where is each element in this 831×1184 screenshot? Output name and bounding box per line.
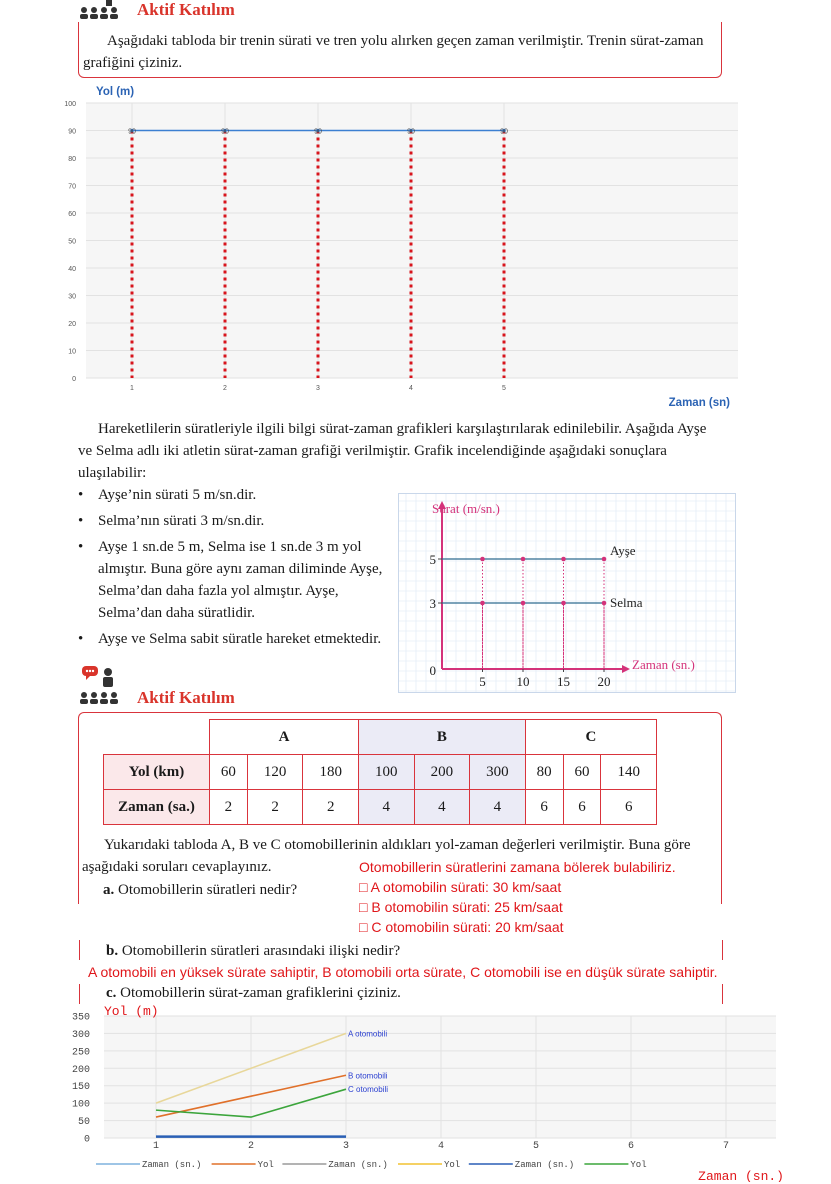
y-tick-label: 30 [68, 293, 76, 301]
table-cell: 300 [470, 755, 526, 790]
table-cell: 2 [210, 790, 248, 825]
y-tick-label: 50 [77, 1117, 90, 1129]
question-b-letter: b. [106, 943, 119, 959]
x-tick-label: 2 [247, 1141, 255, 1152]
y-tick-label: 90 [68, 128, 76, 136]
section1-task-text: Aşağıdaki tabloda bir trenin sürati ve tren yolu alırken geçen zaman verilmiştir. Trenin sürat-zaman grafiğini çiziniz. [83, 33, 704, 71]
box-side-left [79, 940, 80, 960]
section2-title: Aktif Katılım [137, 688, 235, 707]
y-tick-label: 40 [68, 266, 76, 273]
question-c-text: Otomobillerin sürat-zaman grafiklerini çiziniz. [120, 985, 401, 1001]
group-a-header: A [210, 720, 359, 755]
data-label: 90 [314, 128, 322, 136]
group-b-header: B [358, 720, 525, 755]
y-tick-label: 300 [71, 1029, 90, 1041]
x-axis-title: Zaman (sn.) [698, 1169, 784, 1182]
question-b-text: Otomobillerin süratleri arasındaki ilişki nedir? [121, 943, 401, 959]
bullet-item: • Ayşe ve Selma sabit süratle hareket etmektedir. [76, 628, 384, 650]
series-label: Ayşe [610, 543, 636, 558]
x-tick-label: 5 [532, 1141, 540, 1152]
data-point [480, 601, 485, 606]
y-axis-title: Sürat (m/sn.) [432, 501, 500, 516]
y-tick-label: 50 [68, 238, 76, 246]
origin-label: 0 [429, 663, 436, 678]
y-tick-label: 3 [429, 596, 436, 611]
y-tick-label: 250 [71, 1047, 90, 1059]
section1-task-box [78, 22, 722, 78]
x-tick-label: 2 [223, 385, 227, 392]
table-cell: 4 [470, 790, 526, 825]
y-tick-label: 0 [83, 1134, 90, 1146]
data-point [602, 557, 607, 562]
x-tick-label: 6 [627, 1141, 635, 1152]
cars-chart [60, 1002, 790, 1182]
question-b [106, 940, 706, 962]
table-cell: 4 [414, 790, 470, 825]
x-tick-label: 3 [342, 1141, 350, 1152]
question-c [106, 982, 706, 1004]
data-point [561, 601, 566, 606]
box-side-right [722, 984, 723, 1004]
data-point [521, 557, 526, 562]
row-zaman-label: Zaman (sa.) [104, 790, 210, 825]
x-tick-label: 1 [130, 385, 134, 392]
table-cell: 6 [525, 790, 563, 825]
x-tick-label: 7 [722, 1141, 730, 1152]
table-cell: 6 [563, 790, 601, 825]
athlete-chart [398, 493, 736, 693]
legend-label: Yol [257, 1160, 274, 1170]
table-cell: 4 [358, 790, 414, 825]
y-tick-label: 5 [429, 552, 436, 567]
answer-b: A otomobili en yüksek sürate sahiptir, B otomobili orta sürate, C otomobili ise en düşük sürate sahiptir. [88, 964, 718, 980]
answer-a-line: Otomobillerin süratlerini zamana bölerek bulabiliriz. [359, 859, 676, 875]
legend-label: Yol [630, 1160, 647, 1170]
data-label: 90 [407, 128, 415, 136]
y-tick-label: 10 [68, 348, 76, 356]
plot-area [104, 1016, 776, 1138]
x-tick-label: 15 [557, 674, 570, 689]
table-cell: 2 [247, 790, 303, 825]
group-of-people-icon [78, 0, 124, 22]
data-point [480, 557, 485, 562]
question-a [103, 879, 353, 901]
row-yol-label: Yol (km) [104, 755, 210, 790]
x-tick-label: 4 [437, 1141, 445, 1152]
section2-header [78, 664, 338, 710]
series-label: C otomobili [348, 1085, 389, 1095]
data-label: 90 [128, 128, 136, 136]
data-label: 90 [221, 128, 229, 136]
y-axis-title: Yol (m) [96, 86, 135, 98]
table-cell: 180 [303, 755, 359, 790]
data-point [521, 601, 526, 606]
y-tick-label: 350 [71, 1012, 90, 1024]
series-label: B otomobili [348, 1071, 388, 1081]
data-point [602, 601, 607, 606]
answer-a-line: □ A otomobilin sürati: 30 km/saat [359, 879, 562, 895]
table-cell: 2 [303, 790, 359, 825]
legend-label: Zaman (sn.) [328, 1160, 388, 1170]
table-cell: 80 [525, 755, 563, 790]
y-axis-title: Yol (m) [104, 1004, 159, 1019]
table-cell: 200 [414, 755, 470, 790]
y-tick-label: 0 [72, 376, 76, 383]
table-cell: 120 [247, 755, 303, 790]
x-tick-label: 20 [597, 674, 611, 689]
group-c-header: C [525, 720, 656, 755]
y-tick-label: 60 [68, 211, 76, 218]
series-label: Selma [610, 595, 643, 610]
train-chart [60, 82, 750, 410]
table-cell: 100 [358, 755, 414, 790]
legend-label: Zaman (sn.) [142, 1160, 202, 1170]
bullet-item: • Ayşe’nin sürati 5 m/sn.dir. [76, 484, 384, 506]
answer-a [359, 857, 729, 937]
speaking-people-icon [78, 664, 124, 708]
table-cell: 140 [601, 755, 657, 790]
y-tick-label: 70 [68, 183, 76, 191]
info-bullets [76, 484, 384, 650]
y-tick-label: 100 [64, 101, 76, 108]
x-tick-label: 4 [409, 385, 413, 392]
table-cell: 60 [210, 755, 248, 790]
series-label: A otomobili [348, 1029, 388, 1039]
x-tick-label: 3 [316, 385, 320, 392]
data-point [561, 557, 566, 562]
section1-header [78, 0, 338, 22]
y-tick-label: 150 [71, 1082, 90, 1094]
y-tick-label: 200 [71, 1064, 90, 1076]
bullet-item: • Ayşe 1 sn.de 5 m, Selma ise 1 sn.de 3 m yol almıştır. Buna göre aynı zaman diliminde Ayşe, Selma’dan daha fazla yol almıştır. Ayşe, Selma’dan daha süratlidir. [76, 536, 384, 624]
table-cell: 60 [563, 755, 601, 790]
question-c-letter: c. [106, 985, 117, 1001]
bullet-item: • Selma’nın sürati 3 m/sn.dir. [76, 510, 384, 532]
table-cell: 6 [601, 790, 657, 825]
answer-a-line: □ C otomobilin sürati: 20 km/saat [359, 919, 564, 935]
x-axis-title: Zaman (sn.) [632, 657, 695, 672]
legend-label: Zaman (sn.) [514, 1160, 575, 1170]
question-a-letter: a. [103, 882, 115, 898]
legend-label: Yol [444, 1160, 461, 1170]
x-tick-label: 5 [479, 674, 486, 689]
x-axis-title: Zaman (sn) [668, 397, 730, 409]
answer-a-line: □ B otomobilin sürati: 25 km/saat [359, 899, 563, 915]
x-tick-label: 1 [152, 1141, 160, 1152]
y-tick-label: 20 [68, 321, 76, 328]
box-side-left [79, 984, 80, 1004]
info-paragraph: Hareketlilerin süratleriyle ilgili bilgi sürat-zaman grafikleri karşılaştırılarak edinilebilir. Aşağıda Ayşe ve Selma adlı iki atletin sürat-zaman grafiği verilmiştir. Grafik incelendiğinde aşağıdaki sonuçlara ulaşılabilir: [78, 421, 707, 481]
x-tick-label: 10 [516, 674, 530, 689]
x-tick-label: 5 [502, 385, 506, 392]
car-data-table [103, 719, 657, 825]
y-tick-label: 100 [71, 1099, 90, 1111]
data-label: 90 [500, 128, 508, 136]
section2-intro: Yukarıdaki tabloda A, B ve C otomobillerinin aldıkları yol-zaman değerleri verilmiştir. Buna göre aşağıdaki soruları cevaplayınız. [82, 837, 691, 875]
y-tick-label: 80 [68, 156, 76, 163]
box-side-right [722, 940, 723, 960]
section1-title: Aktif Katılım [137, 0, 235, 19]
question-a-text: Otomobillerin süratleri nedir? [118, 882, 298, 898]
